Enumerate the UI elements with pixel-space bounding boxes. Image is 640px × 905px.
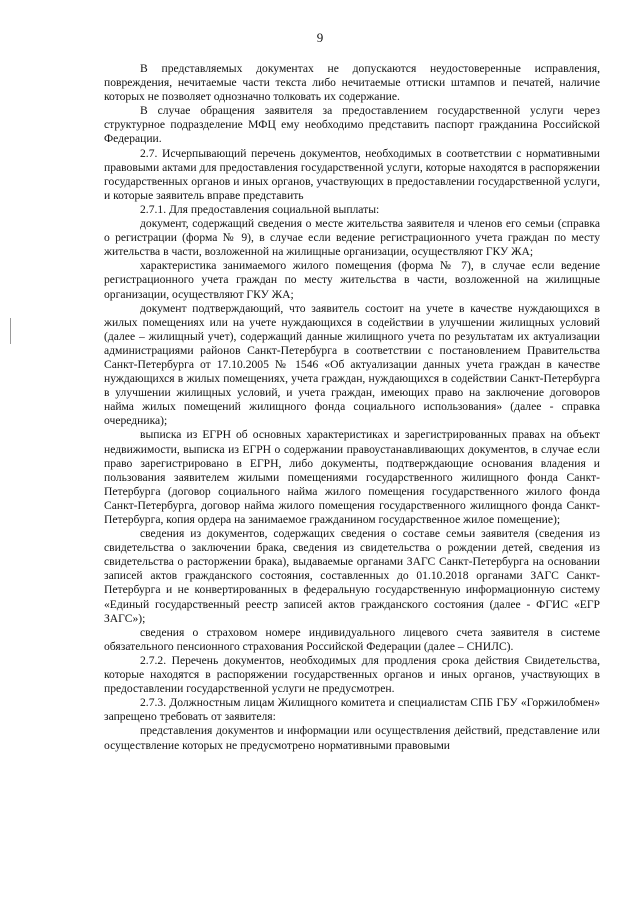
list-item: представления документов и информации или осуществления действий, представление или осуществление которых не предусмотрено нормативными правовыми <box>104 724 600 752</box>
section-heading-2-7: 2.7. Исчерпывающий перечень документов, необходимых в соответствии с нормативными правовыми актами для предоставления государственной услуги, которые находятся в распоряжении государственных органов и иных органов, участвующих в предоставлении государственной услуги, и которые заявитель вправе представить <box>104 146 600 202</box>
document-body <box>104 62 600 753</box>
paragraph: В случае обращения заявителя за предоставлением государственной услуги через структурное подразделение МФЦ ему необходимо представить паспорт гражданина Российской Федерации. <box>104 104 600 146</box>
subsection-2-7-2: 2.7.2. Перечень документов, необходимых для продления срока действия Свидетельства, которые находятся в распоряжении государственных органов и иных органов, участвующих в предоставлении государственной услуги не предусмотрен. <box>104 653 600 696</box>
margin-binding-mark <box>10 318 11 344</box>
list-item: выписка из ЕГРН об основных характеристиках и зарегистрированных правах на объект недвижимости, выписка из ЕГРН о содержании правоустанавливающих документов, в случае если право зарегистрировано в ЕГРН, либо документы, подтверждающие основания владения и пользования заявителем жилыми помещениями государственного жилищного фонда Санкт-Петербурга (договор социального найма жилого помещения государственного жилого фонда Санкт-Петербурга, договор найма жилого помещения государственного жилищного фонда Санкт-Петербурга, копия ордера на занимаемое гражданином государственное жилое помещение); <box>104 428 600 526</box>
list-item: документ подтверждающий, что заявитель состоит на учете в качестве нуждающихся в жилых помещениях или на учете нуждающихся в содействии в улучшении жилищных условий (далее – жилищный учет), содержащий данные жилищного учета по результатам их актуализации администрациями районов Санкт-Петербурга в соответствии с постановлением Правительства Санкт-Петербурга от 17.10.2005 № 1546 «Об актуализации данных учета граждан в качестве нуждающихся в жилых помещениях, учета граждан, нуждающихся в содействии Санкт-Петербурга в улучшении жилищных условий, и учета граждан, имеющих право на заключение договоров найма жилых помещений жилищного фонда социального использования» (далее - справка очередника); <box>104 301 600 428</box>
list-item: документ, содержащий сведения о месте жительства заявителя и членов его семьи (справка о регистрации (форма № 9), в случае если ведение регистрационного учета граждан по месту жительства в части, возложенной на жилищные организации, осуществляют ГКУ ЖА; <box>104 217 600 259</box>
page-number: 9 <box>316 30 324 45</box>
subsection-2-7-3: 2.7.3. Должностным лицам Жилищного комитета и специалистам СПБ ГБУ «Горжилобмен» запрещено требовать от заявителя: <box>104 696 600 724</box>
list-item: характеристика занимаемого жилого помещения (форма № 7), в случае если ведение регистрационного учета граждан по месту жительства в части, возложенной на жилищные организации, осуществляют ГКУ ЖА; <box>104 259 600 301</box>
list-item: сведения о страховом номере индивидуального лицевого счета заявителя в системе обязательного пенсионного страхования Российской Федерации (далее – СНИЛС). <box>104 625 600 653</box>
list-item: сведения из документов, содержащих сведения о составе семьи заявителя (сведения из свидетельства о заключении брака, сведения из свидетельства о рождении детей, сведения из свидетельства о расторжении брака), выдаваемые органами ЗАГС Санкт-Петербурга на основании записей актов гражданского состояния, составленных до 01.10.2018 органами ЗАГС Санкт-Петербурга и не конвертированных в федеральную государственную информационную систему «Единый государственный реестр записей актов гражданского состояния (далее - ФГИС «ЕГР ЗАГС»); <box>104 527 600 625</box>
subsection-heading-2-7-1: 2.7.1. Для предоставления социальной выплаты: <box>140 202 380 216</box>
paragraph: В представляемых документах не допускаются неудостоверенные исправления, повреждения, нечитаемые части текста либо нечитаемые оттиски штампов и печатей, наличие которых не позволяет однозначно толковать их содержание. <box>104 62 600 104</box>
